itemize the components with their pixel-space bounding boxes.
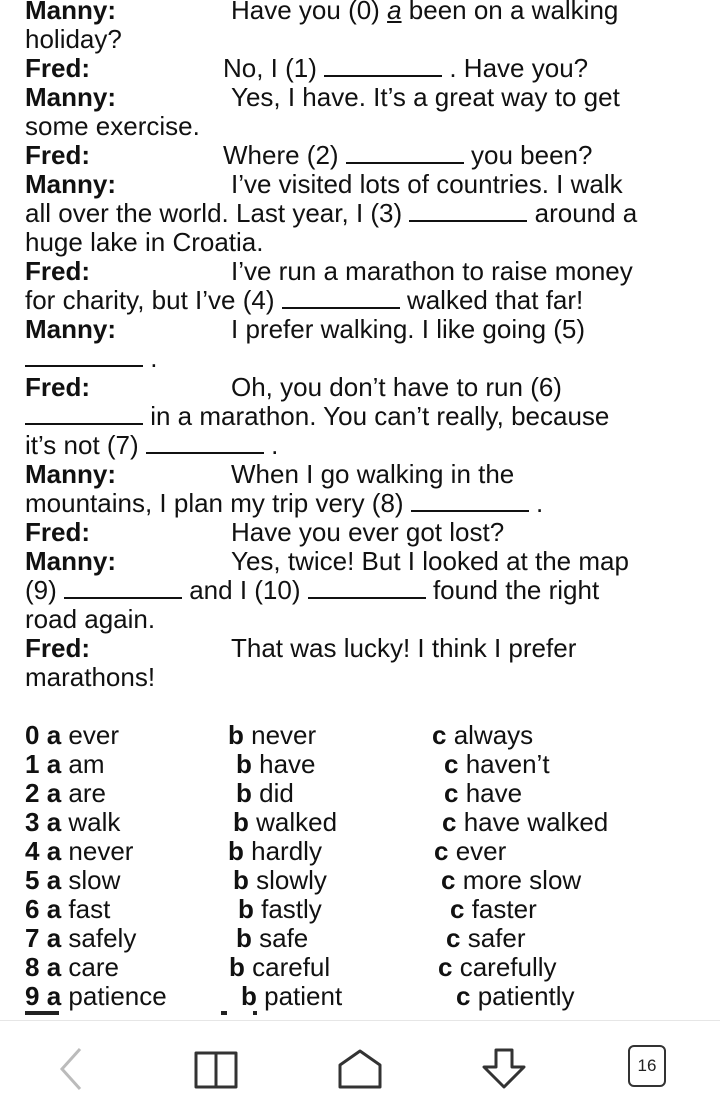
answer-blank-9[interactable] bbox=[64, 579, 182, 599]
option-c[interactable] bbox=[432, 721, 533, 750]
line-text: I prefer walking. I like going (5) bbox=[231, 314, 586, 344]
option-word: never bbox=[68, 836, 134, 866]
option-word: safe bbox=[259, 923, 309, 953]
answer-blank-3[interactable] bbox=[409, 202, 527, 222]
option-b[interactable] bbox=[228, 837, 322, 866]
option-letter bbox=[25, 807, 61, 837]
option-word: did bbox=[259, 778, 294, 808]
option-letter-label: b bbox=[241, 981, 257, 1011]
option-word: have bbox=[465, 778, 523, 808]
option-letter-label: c bbox=[442, 807, 457, 837]
option-letter-label: a bbox=[46, 981, 62, 1011]
option-word: hardly bbox=[251, 836, 322, 866]
option-b[interactable] bbox=[228, 721, 316, 750]
dialogue-line bbox=[25, 431, 278, 460]
option-letter bbox=[25, 865, 61, 895]
option-letter-label: c bbox=[446, 923, 461, 953]
option-letter-label: c bbox=[444, 778, 459, 808]
speaker-name: Fred: bbox=[25, 633, 90, 663]
line-text: Yes, twice! But I looked at the map bbox=[231, 546, 629, 576]
option-letter bbox=[450, 894, 464, 924]
download-icon bbox=[480, 1047, 528, 1091]
option-word: faster bbox=[471, 894, 537, 924]
option-letter-label: a bbox=[46, 807, 62, 837]
option-letter-label: b bbox=[236, 749, 252, 779]
back-button[interactable] bbox=[46, 1047, 94, 1091]
option-b[interactable] bbox=[233, 866, 327, 895]
line-text: been on a walking bbox=[401, 0, 619, 25]
option-letter-label: a bbox=[46, 836, 62, 866]
option-letter bbox=[238, 894, 254, 924]
line-text: . bbox=[263, 430, 279, 460]
answer-blank-4[interactable] bbox=[282, 289, 400, 309]
option-word: fastly bbox=[261, 894, 322, 924]
line-text: some exercise. bbox=[25, 111, 200, 141]
dialogue-line bbox=[25, 489, 543, 518]
option-letter-label: c bbox=[432, 720, 447, 750]
dialogue-line bbox=[25, 576, 599, 605]
option-a[interactable] bbox=[25, 750, 105, 779]
option-word: patiently bbox=[477, 981, 575, 1011]
option-letter bbox=[236, 923, 252, 953]
option-letter bbox=[241, 981, 257, 1011]
question-number: 6 bbox=[25, 894, 40, 924]
example-answer: a bbox=[387, 0, 402, 25]
option-word: are bbox=[68, 778, 106, 808]
option-word: patient bbox=[264, 981, 343, 1011]
question-number: 3 bbox=[25, 807, 40, 837]
option-word: ever bbox=[68, 720, 119, 750]
option-word: careful bbox=[252, 952, 331, 982]
line-text: Have you ever got lost? bbox=[231, 517, 505, 547]
option-word: have walked bbox=[463, 807, 609, 837]
option-letter-label: c bbox=[456, 981, 471, 1011]
question-number: 7 bbox=[25, 923, 40, 953]
option-word: am bbox=[68, 749, 105, 779]
option-word: slowly bbox=[256, 865, 327, 895]
line-text: you been? bbox=[463, 140, 593, 170]
option-letter bbox=[233, 865, 249, 895]
line-text: mountains, I plan my trip very (8) bbox=[25, 488, 411, 518]
option-letter-label: a bbox=[46, 720, 62, 750]
line-text: . Have you? bbox=[442, 53, 589, 83]
option-letter-label: b bbox=[233, 865, 249, 895]
option-word: slow bbox=[68, 865, 121, 895]
option-c[interactable] bbox=[450, 895, 537, 924]
option-word: haven’t bbox=[465, 749, 550, 779]
option-letter-label: a bbox=[46, 778, 62, 808]
line-text: When I go walking in the bbox=[231, 459, 515, 489]
option-a[interactable] bbox=[25, 721, 119, 750]
option-letter bbox=[444, 749, 458, 779]
line-text: and I (10) bbox=[182, 575, 308, 605]
speaker-name: Fred: bbox=[25, 53, 90, 83]
option-word: ever bbox=[455, 836, 507, 866]
speaker-name: Manny: bbox=[25, 169, 116, 199]
option-letter-label: a bbox=[46, 923, 62, 953]
line-text: road again. bbox=[25, 604, 156, 634]
line-text: Yes, I have. It’s a great way to get bbox=[231, 82, 620, 112]
speaker-name: Fred: bbox=[25, 140, 90, 170]
option-letter bbox=[25, 981, 61, 1011]
option-letter-label: c bbox=[444, 749, 459, 779]
option-b[interactable] bbox=[229, 953, 330, 982]
speaker-name: Fred: bbox=[25, 372, 90, 402]
option-letter bbox=[444, 778, 458, 808]
option-a[interactable] bbox=[25, 895, 110, 924]
option-a[interactable] bbox=[25, 837, 133, 866]
speaker-name: Manny: bbox=[25, 459, 116, 489]
line-text: for charity, but I’ve (4) bbox=[25, 285, 282, 315]
line-text: Have you (0) bbox=[231, 0, 388, 25]
option-letter-label: a bbox=[46, 952, 62, 982]
option-c[interactable] bbox=[442, 808, 608, 837]
option-b[interactable] bbox=[236, 924, 308, 953]
page-count-badge[interactable]: 16 bbox=[628, 1045, 666, 1087]
line-text: (9) bbox=[25, 575, 64, 605]
answer-blank-1[interactable] bbox=[324, 57, 442, 77]
book-icon bbox=[192, 1047, 240, 1091]
dialogue-line bbox=[25, 402, 609, 431]
option-c[interactable] bbox=[444, 750, 550, 779]
option-b[interactable] bbox=[238, 895, 322, 924]
option-letter bbox=[25, 923, 61, 953]
option-letter bbox=[432, 720, 446, 750]
option-letter-label: b bbox=[236, 923, 252, 953]
dialogue-line bbox=[25, 25, 122, 54]
option-b[interactable] bbox=[236, 779, 294, 808]
option-letter bbox=[456, 981, 470, 1011]
option-letter bbox=[25, 749, 61, 779]
home-icon bbox=[336, 1047, 384, 1091]
line-text: I’ve run a marathon to raise money bbox=[231, 256, 633, 286]
option-letter-label: c bbox=[434, 836, 449, 866]
line-text: No, I (1) bbox=[223, 53, 325, 83]
speaker-name: Manny: bbox=[25, 314, 116, 344]
option-letter-label: c bbox=[441, 865, 456, 895]
option-letter bbox=[434, 836, 448, 866]
option-letter-label: b bbox=[228, 720, 244, 750]
dialogue-line bbox=[25, 199, 637, 228]
answer-blank-6[interactable] bbox=[25, 405, 143, 425]
dialogue-line bbox=[25, 0, 619, 25]
speaker-name: Manny: bbox=[25, 0, 116, 25]
line-text: Where (2) bbox=[223, 140, 346, 170]
option-word: safer bbox=[467, 923, 526, 953]
dialogue-line bbox=[25, 372, 562, 402]
option-letter bbox=[229, 952, 245, 982]
option-a[interactable] bbox=[25, 866, 120, 895]
dialogue-line bbox=[25, 228, 263, 257]
option-word: care bbox=[68, 952, 119, 982]
answer-blank-8[interactable] bbox=[411, 492, 529, 512]
speaker-name: Manny: bbox=[25, 546, 116, 576]
option-letter-label: a bbox=[46, 749, 62, 779]
answer-blank-2[interactable] bbox=[346, 144, 464, 164]
line-text: it’s not (7) bbox=[25, 430, 146, 460]
option-letter bbox=[25, 894, 61, 924]
option-letter bbox=[25, 720, 61, 750]
option-word: walked bbox=[256, 807, 338, 837]
dialogue-line bbox=[25, 517, 505, 547]
dialogue-line bbox=[25, 344, 157, 373]
question-number: 5 bbox=[25, 865, 40, 895]
option-b[interactable] bbox=[233, 808, 337, 837]
option-letter-label: c bbox=[450, 894, 465, 924]
option-b[interactable] bbox=[236, 750, 316, 779]
option-letter bbox=[25, 836, 61, 866]
dialogue-line bbox=[25, 53, 589, 83]
line-text: That was lucky! I think I prefer bbox=[231, 633, 577, 663]
dialogue-line bbox=[25, 314, 586, 344]
option-word: safely bbox=[68, 923, 137, 953]
line-text: . bbox=[143, 343, 158, 373]
bottom-navigation-bar bbox=[0, 1020, 720, 1115]
question-number: 0 bbox=[25, 720, 40, 750]
option-letter bbox=[228, 720, 244, 750]
speaker-name: Fred: bbox=[25, 256, 90, 286]
option-letter bbox=[441, 865, 455, 895]
option-word: walk bbox=[68, 807, 121, 837]
line-text: I’ve visited lots of countries. I walk bbox=[231, 169, 623, 199]
dialogue-line bbox=[25, 82, 620, 112]
option-letter bbox=[236, 749, 252, 779]
line-text: all over the world. Last year, I (3) bbox=[25, 198, 410, 228]
line-text: Oh, you don’t have to run (6) bbox=[231, 372, 562, 402]
option-letter bbox=[438, 952, 452, 982]
option-letter-label: b bbox=[238, 894, 254, 924]
option-c[interactable] bbox=[434, 837, 506, 866]
option-letter bbox=[233, 807, 249, 837]
option-letter-label: a bbox=[46, 894, 62, 924]
answer-blank-10[interactable] bbox=[308, 579, 426, 599]
option-letter bbox=[446, 923, 460, 953]
line-text: walked that far! bbox=[399, 285, 584, 315]
dialogue-line bbox=[25, 546, 629, 576]
option-a[interactable] bbox=[25, 808, 120, 837]
question-number: 9 bbox=[25, 981, 40, 1011]
line-text: huge lake in Croatia. bbox=[25, 227, 264, 257]
option-letter-label: b bbox=[233, 807, 249, 837]
option-word: always bbox=[453, 720, 534, 750]
option-letter bbox=[442, 807, 456, 837]
speaker-name: Manny: bbox=[25, 82, 116, 112]
dialogue-line bbox=[25, 633, 577, 663]
question-number: 1 bbox=[25, 749, 40, 779]
back-chevron-icon bbox=[46, 1047, 94, 1091]
line-text: around a bbox=[527, 198, 638, 228]
line-text: found the right bbox=[425, 575, 600, 605]
option-letter bbox=[236, 778, 252, 808]
option-letter-label: b bbox=[228, 836, 244, 866]
option-b[interactable] bbox=[241, 982, 342, 1011]
option-a[interactable] bbox=[25, 953, 119, 982]
option-c[interactable] bbox=[446, 924, 526, 953]
option-letter bbox=[25, 952, 61, 982]
home-button[interactable] bbox=[336, 1047, 384, 1091]
bookmarks-button[interactable] bbox=[192, 1047, 240, 1091]
option-word: never bbox=[251, 720, 317, 750]
option-a[interactable] bbox=[25, 924, 136, 953]
question-number: 2 bbox=[25, 778, 40, 808]
option-word: have bbox=[259, 749, 316, 779]
dialogue-line bbox=[25, 169, 623, 199]
option-letter-label: c bbox=[438, 952, 453, 982]
download-button[interactable] bbox=[480, 1047, 528, 1091]
option-c[interactable] bbox=[441, 866, 581, 895]
option-letter-label: b bbox=[229, 952, 245, 982]
answer-blank-5[interactable] bbox=[25, 347, 143, 367]
option-letter bbox=[25, 778, 61, 808]
question-number: 8 bbox=[25, 952, 40, 982]
option-letter bbox=[228, 836, 244, 866]
option-word: fast bbox=[68, 894, 111, 924]
speaker-name: Fred: bbox=[25, 517, 90, 547]
question-number: 4 bbox=[25, 836, 40, 866]
option-a[interactable] bbox=[25, 982, 167, 1011]
option-letter-label: b bbox=[236, 778, 252, 808]
dialogue-line bbox=[25, 286, 583, 315]
line-text: holiday? bbox=[25, 24, 122, 54]
dialogue-line bbox=[25, 256, 633, 286]
option-c[interactable] bbox=[438, 953, 557, 982]
option-word: patience bbox=[68, 981, 167, 1011]
option-letter-label: a bbox=[46, 865, 62, 895]
dialogue-line bbox=[25, 605, 155, 634]
dialogue-line bbox=[25, 140, 593, 170]
option-c[interactable] bbox=[444, 779, 522, 808]
line-text: marathons! bbox=[25, 662, 156, 692]
dialogue-line bbox=[25, 459, 515, 489]
option-word: carefully bbox=[459, 952, 557, 982]
option-a[interactable] bbox=[25, 779, 106, 808]
line-text: in a marathon. You can’t really, because bbox=[143, 401, 610, 431]
cut-off-text bbox=[25, 1011, 345, 1020]
option-c[interactable] bbox=[456, 982, 575, 1011]
line-text: . bbox=[528, 488, 544, 518]
option-word: more slow bbox=[462, 865, 582, 895]
dialogue-line bbox=[25, 663, 155, 692]
dialogue-line bbox=[25, 112, 200, 141]
answer-blank-7[interactable] bbox=[146, 434, 264, 454]
